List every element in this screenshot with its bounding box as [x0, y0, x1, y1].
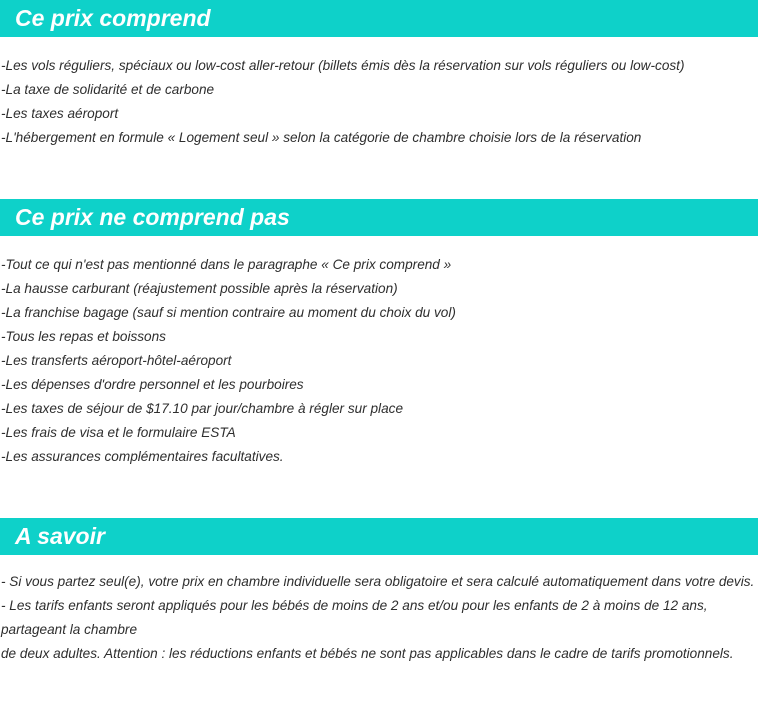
list-item: - Les tarifs enfants seront appliqués pour les bébés de moins de 2 ans et/ou pour les enfants de 2 à moins de 12 ans, partageant la chambre: [1, 598, 708, 637]
list-item: -Les taxes aéroport: [1, 106, 119, 121]
list-item: -Les vols réguliers, spéciaux ou low-cost aller-retour (billets émis dès la réservation sur vols réguliers ou low-cost): [1, 58, 685, 73]
list-item: -La hausse carburant (réajustement possible après la réservation): [1, 281, 398, 296]
section-price-excludes: [0, 199, 758, 469]
section-price-includes: [0, 0, 758, 150]
section-title: A savoir: [0, 518, 758, 555]
item-list: [0, 253, 758, 469]
list-item: -Les assurances complémentaires facultatives.: [1, 449, 284, 464]
list-item: - Si vous partez seul(e), votre prix en chambre individuelle sera obligatoire et sera calculé automatiquement dans votre devis.: [1, 574, 755, 589]
list-item: -Les transferts aéroport-hôtel-aéroport: [1, 353, 232, 368]
item-list: [0, 570, 758, 666]
list-item: -L'hébergement en formule « Logement seul » selon la catégorie de chambre choisie lors de la réservation: [1, 130, 642, 145]
item-list: [0, 54, 758, 150]
list-item: -Les dépenses d'ordre personnel et les pourboires: [1, 377, 304, 392]
list-item: -La taxe de solidarité et de carbone: [1, 82, 215, 97]
list-item: -Tout ce qui n'est pas mentionné dans le paragraphe « Ce prix comprend »: [1, 257, 452, 272]
list-item: -Tous les repas et boissons: [1, 329, 166, 344]
section-to-know: [0, 518, 758, 666]
section-title: Ce prix ne comprend pas: [0, 199, 758, 236]
list-item: -Les taxes de séjour de $17.10 par jour/chambre à régler sur place: [1, 401, 403, 416]
list-item: -Les frais de visa et le formulaire ESTA: [1, 425, 236, 440]
list-item: de deux adultes. Attention : les réductions enfants et bébés ne sont pas applicables dans le cadre de tarifs promotionnels.: [1, 646, 734, 661]
section-title: Ce prix comprend: [0, 0, 758, 37]
list-item: -La franchise bagage (sauf si mention contraire au moment du choix du vol): [1, 305, 456, 320]
